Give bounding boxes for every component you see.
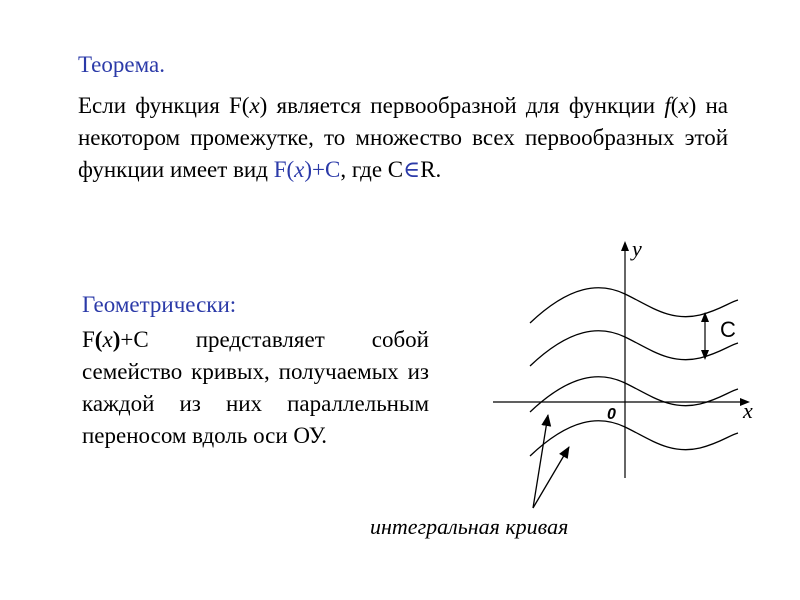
shift-label: C [720,317,736,342]
integral-curve-1 [530,288,738,323]
theorem-title: Теорема. [78,52,165,77]
theorem-text: R. [420,157,442,182]
theorem-text: ) на некотором промежутке, то множество всех [78,93,728,150]
element-of-symbol: ∈ [403,157,421,182]
integral-curve-3 [530,377,738,412]
theorem-formula: F(x)+C [273,157,341,182]
theorem-text: ( [670,93,679,118]
y-axis-label: y [632,236,642,261]
integral-curve-4 [530,421,738,456]
theorem-text: , где C [340,157,404,182]
theorem-variable: x [249,93,260,118]
integral-curve-2 [530,331,738,366]
x-axis-label: x [743,398,753,423]
theorem-text: ) является первообразной для функции [259,93,656,118]
origin-label: 0 [607,406,616,423]
geometric-text-rest: семейство кривых, получаемых из каждой из них параллельным переносом вдоль оси ОУ. [82,359,429,448]
geometric-title: Геометрически: [82,292,237,317]
theorem-text: Если функция F( [78,93,250,118]
theorem-text: первообразных этой функции имеет вид [78,125,729,182]
theorem-variable: x [678,93,689,118]
integral-curve-caption: интегральная кривая [370,514,569,539]
geometric-description: F(x)+C представляет собой семейство кривых, получаемых из каждой из них параллельным переносом вдоль оси ОУ. [82,327,429,448]
theorem-function-name: f [664,93,671,118]
